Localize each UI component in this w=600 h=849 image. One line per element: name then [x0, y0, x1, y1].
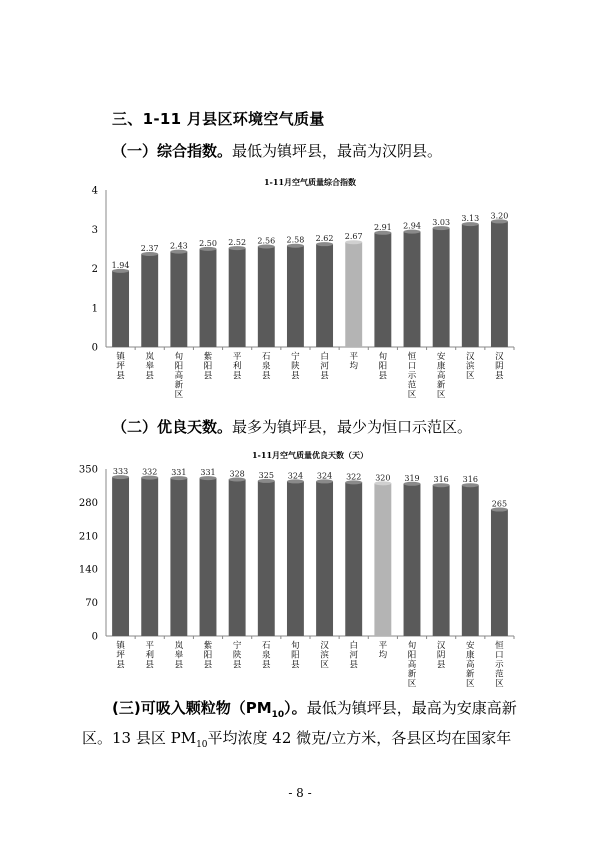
data-label: 324: [287, 471, 304, 481]
data-label: 320: [375, 473, 391, 483]
x-tick-label: 汉阴县: [495, 352, 504, 381]
data-label: 2.56: [257, 236, 276, 246]
line2-pre: 区。13 县区 PM: [82, 729, 197, 747]
bar: [141, 254, 158, 347]
y-tick-label: 0: [91, 631, 98, 643]
bar: [258, 247, 275, 347]
x-tick-label: 旬阳高新区: [407, 641, 417, 689]
bar: [112, 271, 129, 347]
x-tick-label: 恒口示范区: [407, 352, 417, 400]
bar: [229, 248, 246, 347]
x-tick-label: 镇坪县: [116, 352, 125, 381]
section-title: 三、1-11 月县区环境空气质量: [112, 110, 325, 128]
bar: [287, 481, 304, 636]
data-label: 3.13: [461, 214, 480, 224]
data-label: 2.50: [199, 238, 217, 248]
bar: [345, 482, 362, 636]
bar: [374, 483, 391, 636]
data-label: 322: [346, 472, 362, 482]
bar: [404, 484, 421, 636]
x-tick-label: 旬阳县: [291, 641, 300, 670]
data-label: 316: [433, 475, 449, 485]
data-label: 332: [142, 467, 158, 477]
bar: [433, 228, 450, 347]
y-tick-label: 210: [78, 531, 98, 543]
data-label: 333: [112, 467, 129, 477]
x-tick-label: 旬阳县: [378, 352, 388, 381]
chart-title: 1-11月空气质量优良天数（天）: [251, 450, 369, 460]
x-tick-label: 紫阳县: [203, 641, 213, 670]
data-label: 324: [316, 471, 333, 481]
data-label: 2.67: [344, 232, 363, 242]
data-label: 319: [404, 473, 420, 483]
paragraph-lead: [112, 699, 307, 720]
x-tick-label: 汉阴县: [436, 641, 446, 670]
y-tick-label: 280: [78, 497, 98, 509]
data-label: 331: [171, 468, 187, 478]
bar: [200, 249, 217, 347]
bar: [491, 221, 508, 347]
x-tick-label: 安康高新区: [436, 352, 446, 400]
data-label: 3.20: [490, 211, 509, 221]
data-label: 325: [258, 470, 274, 480]
paragraph-composite-index: [112, 140, 442, 161]
paragraph-lead: （一）综合指数。: [112, 142, 233, 160]
paragraph-pm10: [112, 697, 517, 720]
data-label: 2.62: [315, 234, 334, 244]
x-tick-label: 紫阳县: [203, 352, 213, 381]
y-tick-label: 2: [91, 264, 98, 275]
bar: [316, 481, 333, 636]
bar: [112, 477, 129, 636]
x-tick-label: 石泉县: [262, 641, 271, 670]
data-label: 316: [462, 475, 478, 485]
x-tick-label: 岚皋县: [145, 352, 154, 381]
x-tick-label: 石泉县: [262, 352, 271, 381]
page-number: - 8 -: [288, 786, 312, 800]
bar: [316, 244, 333, 347]
bar: [491, 510, 508, 636]
paragraph-lead: （二）优良天数。: [112, 418, 233, 436]
data-label: 2.37: [140, 243, 159, 253]
lead-pre: (三)可吸入颗粒物（PM: [112, 699, 272, 717]
y-tick-label: 4: [91, 185, 98, 197]
data-label: 2.94: [403, 221, 421, 231]
bar: [170, 252, 187, 347]
chart-composite-index: [70, 176, 530, 400]
x-tick-label: 宁陕县: [291, 352, 300, 381]
y-tick-label: 3: [91, 224, 98, 236]
x-tick-label: 白河县: [349, 641, 358, 670]
chart-title: 1-11月空气质量综合指数: [263, 177, 357, 187]
bar: [462, 485, 479, 636]
paragraph-text: 最低为镇坪县，最高为安康高新: [306, 699, 517, 717]
y-tick-label: 1: [91, 303, 98, 315]
bar: [374, 233, 391, 347]
bar: [141, 478, 158, 636]
paragraph-good-days: [112, 416, 472, 437]
lead-sub: 10: [271, 710, 285, 720]
y-tick-label: 70: [85, 598, 98, 610]
bar: [345, 242, 362, 347]
x-tick-label: 安康高新区: [466, 641, 475, 689]
data-label: 331: [200, 468, 216, 478]
y-tick-label: 0: [91, 342, 98, 354]
x-tick-label: 白河县: [320, 352, 329, 381]
data-label: 265: [491, 499, 508, 509]
data-label: 3.03: [432, 218, 451, 228]
x-tick-label: 岚皋县: [174, 641, 184, 670]
paragraph-text: 最低为镇坪县，最高为汉阴县。: [232, 142, 443, 160]
bar: [229, 479, 246, 636]
x-tick-label: 平利县: [145, 641, 154, 670]
x-tick-label: 镇坪县: [116, 641, 125, 670]
data-label: 2.43: [169, 241, 188, 251]
paragraph-pm10-line2: [82, 727, 511, 750]
x-tick-label: 平均: [378, 641, 388, 661]
data-label: 328: [229, 469, 245, 479]
x-tick-label: 恒口示范区: [495, 641, 504, 689]
x-tick-label: 平利县: [232, 352, 242, 381]
x-tick-label: 宁陕县: [232, 641, 242, 670]
lead-post: ）。: [284, 699, 307, 717]
x-tick-label: 汉滨区: [320, 641, 329, 670]
bar: [258, 481, 275, 636]
y-tick-label: 140: [78, 564, 98, 576]
chart-good-days: [70, 448, 530, 689]
bar: [200, 478, 217, 636]
bar: [462, 224, 479, 347]
data-label: 2.52: [228, 238, 247, 248]
paragraph-text: 最多为镇坪县，最少为恒口示范区。: [232, 418, 473, 436]
data-label: 1.94: [111, 260, 130, 270]
data-label: 2.91: [373, 222, 392, 232]
bar: [287, 246, 304, 347]
line2-post: 平均浓度 42 微克/立方米，各县区均在国家年: [207, 729, 512, 747]
x-tick-label: 平均: [349, 352, 358, 372]
bar: [404, 232, 421, 347]
bar: [433, 485, 450, 636]
bar: [170, 478, 187, 636]
x-tick-label: 汉滨区: [466, 352, 475, 381]
data-label: 2.58: [286, 235, 305, 245]
line2-sub: 10: [196, 740, 208, 750]
y-tick-label: 350: [78, 464, 98, 476]
x-tick-label: 旬阳高新区: [174, 352, 184, 400]
